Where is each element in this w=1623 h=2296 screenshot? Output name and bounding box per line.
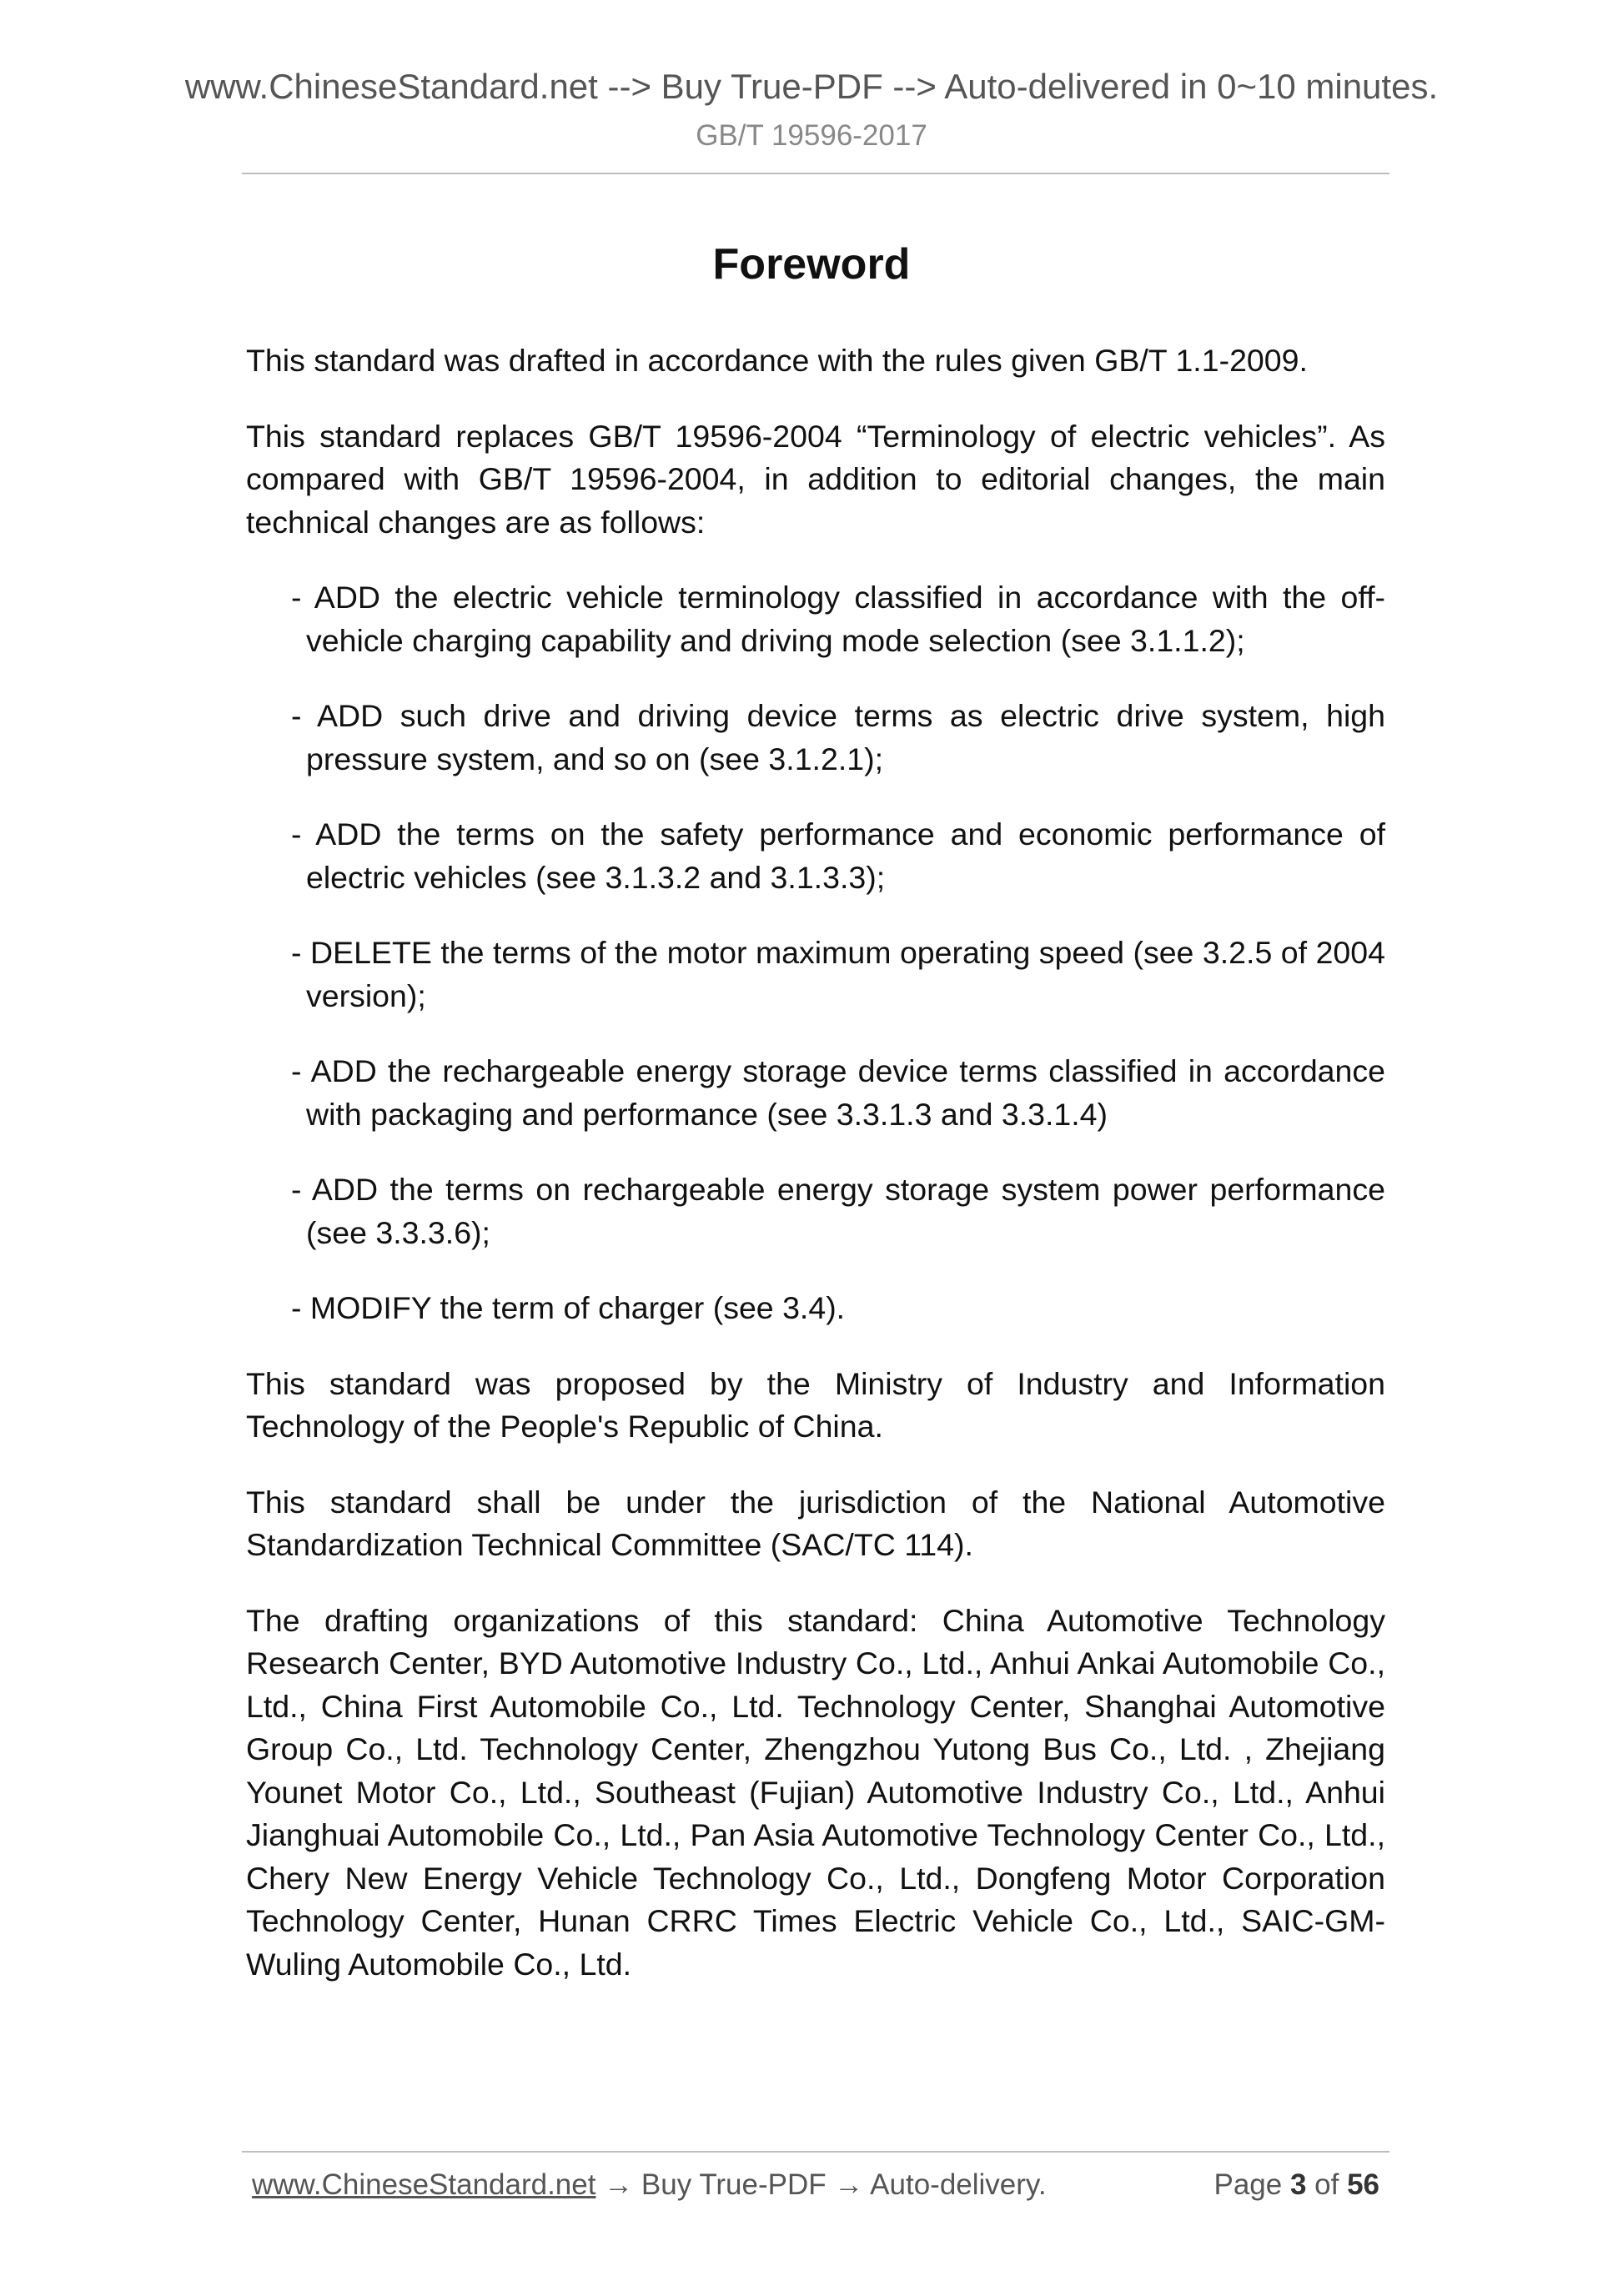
drafting-organizations-paragraph: The drafting organizations of this standard: China Automotive Technology Research Center, BYD Automotive Industry Co., Ltd., Anhui Ankai Automobile Co., Ltd., China First Automobile Co., Ltd. Technology Center, Shanghai Automotive Group Co., Ltd. Technology Center, Zhengzhou Yutong Bus Co., Ltd. , Zhejiang Younet Motor Co., Ltd., Southeast (Fujian) Automotive Industry Co., Ltd., Anhui Jianghuai Automobile Co., Ltd., Pan Asia Automotive Technology Center Co., Ltd., Chery New Energy Vehicle Technology Co., Ltd., Dongfeng Motor Corporation Technology Center, Hunan CRRC Times Electric Vehicle Co., Ltd., SAIC-GM-Wuling Automobile Co., Ltd. [246,1602,1385,1982]
list-item: - MODIFY the term of charger (see 3.4). [291,1290,846,1325]
intro-paragraph: This standard replaces GB/T 19596-2004 “Terminology of electric vehicles”. As compared with GB/T 19596-2004, in addition to editorial changes, the main technical changes are as follows: [246,418,1385,540]
page-title: Foreword [712,240,911,289]
list-item: - DELETE the terms of the motor maximum operating speed (see 3.2.5 of 2004 version); [291,935,1385,1013]
footer-tagline: → Buy True-PDF → Auto-delivery. [595,2168,1047,2201]
footer [252,2168,1379,2210]
list-item: - ADD the terms on the safety performance and economic performance of electric vehicles (see 3.1.3.2 and 3.1.3.3); [291,816,1385,895]
jurisdiction-paragraph: This standard shall be under the jurisdiction of the National Automotive Standardization Technical Committee (SAC/TC 114). [246,1484,1385,1562]
list-item: - ADD the rechargeable energy storage device terms classified in accordance with packaging and performance (see 3.3.1.3 and 3.3.1.4) [291,1053,1385,1132]
intro-paragraph: This standard was drafted in accordance with the rules given GB/T 1.1-2009. [246,343,1308,378]
document-body [246,339,1385,2018]
footer-divider [242,2151,1389,2153]
page-total: 56 [1347,2168,1379,2201]
standard-id: GB/T 19596-2017 [696,119,927,152]
list-item: - ADD the terms on rechargeable energy storage system power performance (see 3.3.3.6); [291,1172,1385,1250]
header-banner: www.ChineseStandard.net --> Buy True-PDF --> Auto-delivered in 0~10 minutes. [184,67,1439,106]
page-prefix: Page [1213,2168,1290,2201]
proposer-paragraph: This standard was proposed by the Ministry of Industry and Information Technology of the People's Republic of China. [246,1365,1385,1444]
page-number [1213,2168,1379,2202]
footer-promo [252,2168,1047,2202]
page-of: of [1306,2168,1348,2201]
page-current: 3 [1289,2168,1307,2201]
list-item: - ADD such drive and driving device terms as electric drive system, high pressure system, and so on (see 3.1.2.1); [291,698,1385,776]
footer-site-link[interactable]: www.ChineseStandard.net [252,2168,596,2201]
changes-list [246,576,1385,1330]
header-divider [242,173,1389,174]
list-item: - ADD the electric vehicle terminology classified in accordance with the off-vehicle charging capability and driving mode selection (see 3.1.1.2); [291,580,1385,658]
